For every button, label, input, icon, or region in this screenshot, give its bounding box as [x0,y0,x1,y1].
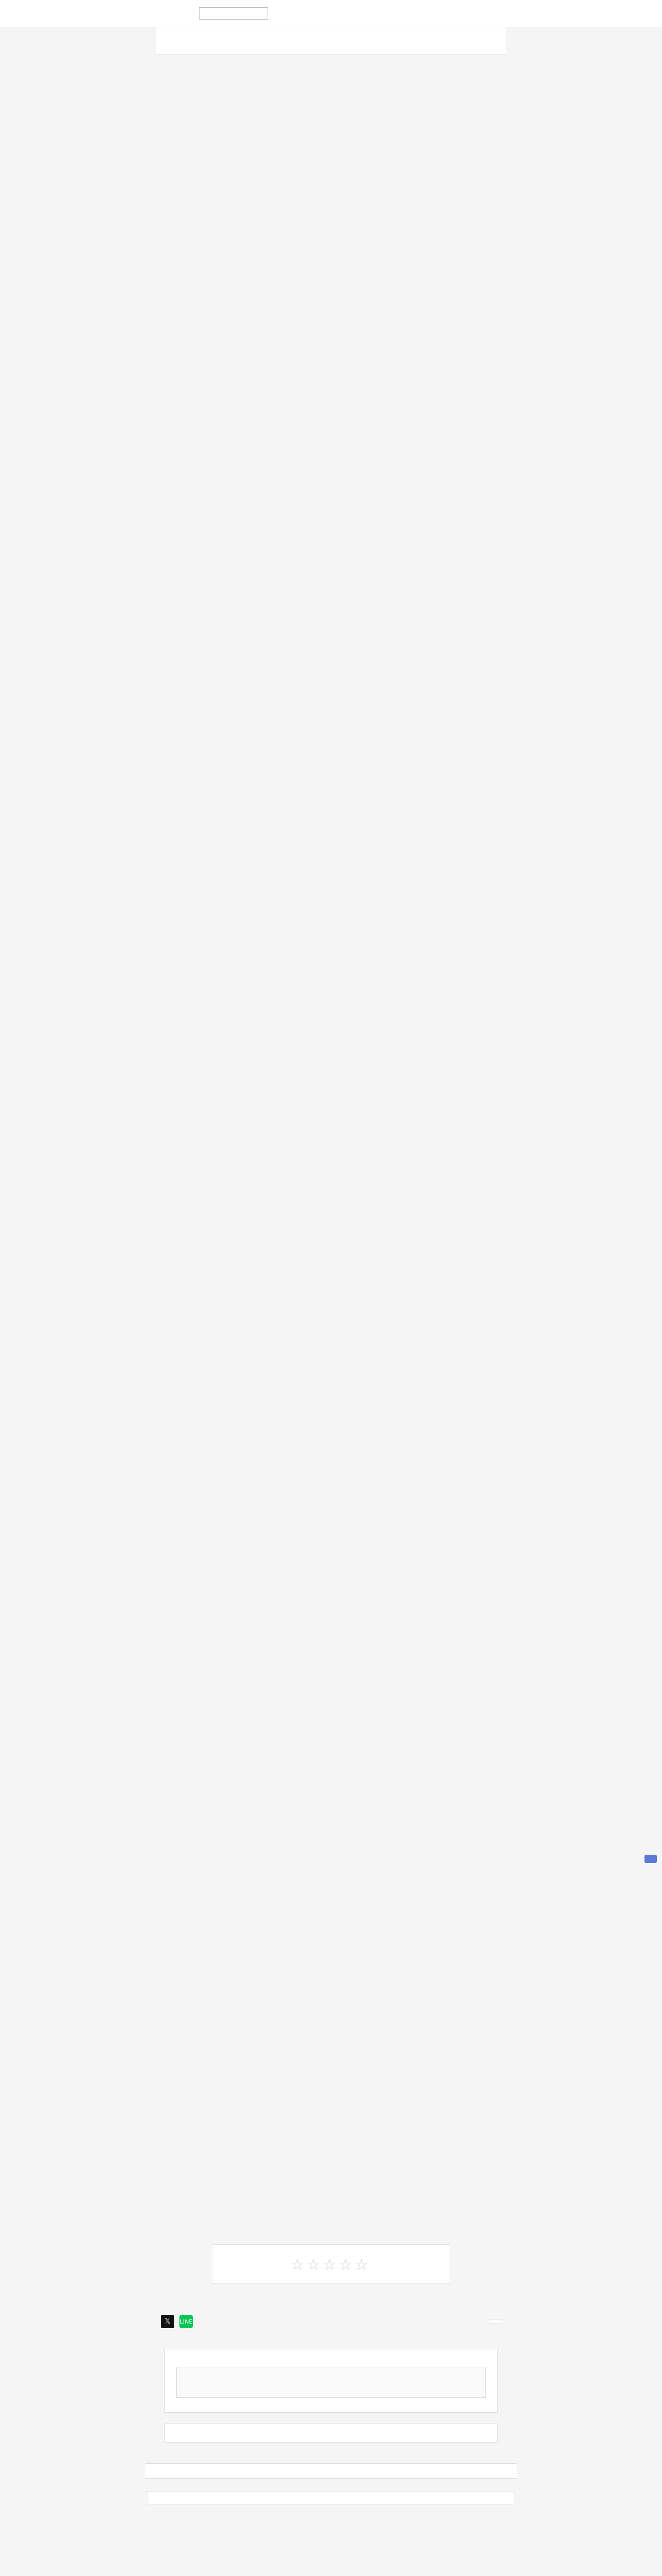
paragraph [176,116,486,160]
chapter-body [176,93,486,2224]
paragraph [176,1369,486,1393]
rating-stars[interactable]: ☆☆☆☆☆ [291,2256,371,2273]
login-button[interactable] [156,11,162,15]
paragraph [176,725,486,769]
paragraph [176,892,486,904]
paragraph [176,781,486,824]
login-notice [156,27,506,36]
review-box [164,2349,498,2413]
paragraph [176,1853,486,1876]
paragraph [176,1461,486,1485]
paragraph [176,1088,486,1112]
paragraph [176,506,486,530]
section-gap [176,1345,486,1369]
top-bar-inner [156,0,506,27]
paragraph [176,2164,486,2188]
paragraph [176,1889,486,1912]
paragraph [176,1705,486,1729]
paragraph [176,1124,486,1167]
paragraph [176,2036,486,2060]
bookmark-count-box [490,2319,501,2324]
paragraph [176,1241,486,1252]
paragraph [176,2200,486,2224]
review-input[interactable] [176,2367,486,2398]
paragraph [176,1553,486,1577]
paragraph [176,1405,486,1449]
paragraph [176,93,486,104]
paragraph [176,996,486,1040]
paragraph [176,1497,486,1540]
paragraph [176,1741,486,1785]
line-share-icon[interactable]: LINE [179,2315,193,2328]
paragraph [176,2072,486,2115]
review-login-note [164,2423,498,2443]
work-header [156,36,506,55]
section-gap [176,1681,486,1705]
paragraph [176,837,486,880]
share-row [156,2315,506,2328]
paragraph [176,1980,486,2024]
paragraph [176,339,486,382]
paragraph [176,450,486,494]
paragraph [176,228,486,271]
top-bar [0,0,662,27]
paragraph [176,283,486,327]
paragraph [176,1052,486,1076]
rating-box [212,2244,450,2284]
section-gap [176,1264,486,1289]
paragraph [176,395,486,438]
caution-box [147,2491,515,2504]
paragraph [176,598,486,641]
paragraph [176,1289,486,1332]
paragraph [176,172,486,215]
x-share-icon[interactable]: 𝕏 [161,2315,174,2328]
paragraph [176,1589,486,1632]
paragraph [176,941,486,984]
bottom-spacer [0,2504,662,2576]
section-gap [176,916,486,941]
paragraph [176,1797,486,1840]
paragraph [176,653,486,677]
paragraph [176,1925,486,1968]
search-input[interactable] [199,7,268,20]
section-gap [176,1180,486,1205]
footer-tabs [145,2463,517,2479]
paragraph [176,2128,486,2151]
paragraph [176,1205,486,1228]
paragraph [176,542,486,585]
floating-menu-button[interactable] [644,1855,657,1863]
paragraph [176,1645,486,1668]
paragraph [176,689,486,713]
